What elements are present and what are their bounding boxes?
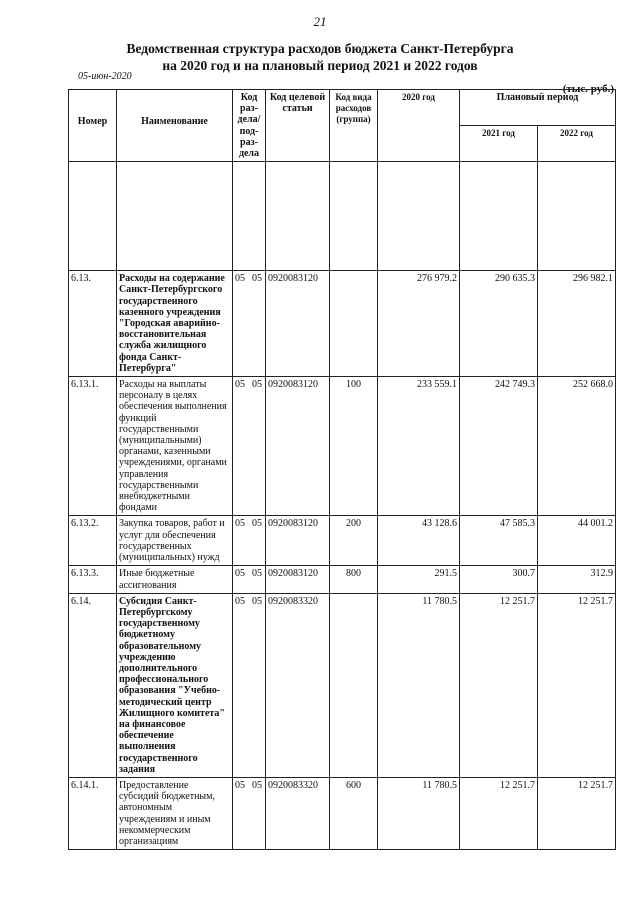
row-value-2021: 12 251.7 [460, 593, 538, 777]
row-expense-type: 800 [330, 566, 378, 593]
row-number: 6.13.3. [69, 566, 117, 593]
row-name: Расходы на содержание Санкт-Петербургского государственного казенного учреждения "Городская аварийно-восстановительная служба жилищного фонда Санкт-Петербурга" [117, 271, 233, 377]
table-header-row [69, 90, 616, 126]
row-value-2022: 44 001.2 [538, 516, 616, 566]
table-row [69, 593, 616, 777]
row-name: Субсидия Санкт-Петербургскому государственному бюджетному образовательному учреждению дополнительного профессионального образования "Учебно-методический центр Жилищного комитета" на финансовое обеспечение выполнения государственного задания [117, 593, 233, 777]
row-section-code [233, 516, 266, 566]
header-section-code: Код раз-дела/ под-раз-дела [233, 90, 266, 162]
row-value-2021: 300.7 [460, 566, 538, 593]
row-value-2020: 43 128.6 [378, 516, 460, 566]
row-name: Закупка товаров, работ и услуг для обеспечения государственных (муниципальных) нужд [117, 516, 233, 566]
page-number: 21 [313, 14, 327, 29]
row-value-2020: 11 780.5 [378, 777, 460, 849]
row-section-code [233, 377, 266, 516]
table-row [69, 377, 616, 516]
row-name: Иные бюджетные ассигнования [117, 566, 233, 593]
row-section-code [233, 566, 266, 593]
document-title [0, 40, 640, 74]
subsection-code: 05 [252, 595, 262, 607]
row-value-2020: 233 559.1 [378, 377, 460, 516]
row-expense-type: 200 [330, 516, 378, 566]
row-number: 6.13.2. [69, 516, 117, 566]
row-value-2022: 312.9 [538, 566, 616, 593]
row-value-2022: 12 251.7 [538, 777, 616, 849]
row-section-code [233, 271, 266, 377]
row-value-2020: 276 979.2 [378, 271, 460, 377]
table-row [69, 566, 616, 593]
row-expense-type [330, 593, 378, 777]
section-code: 05 [235, 518, 245, 530]
row-target-code: 0920083120 [266, 377, 330, 516]
subsection-code: 05 [252, 379, 262, 391]
section-code: 05 [235, 273, 245, 285]
section-code: 05 [235, 595, 245, 607]
title-line-2: на 2020 год и на плановый период 2021 и 2022 годов [162, 58, 478, 73]
row-section-code [233, 777, 266, 849]
row-value-2022: 252 668.0 [538, 377, 616, 516]
table-row [69, 777, 616, 849]
header-number: Номер [69, 90, 117, 162]
row-target-code: 0920083320 [266, 777, 330, 849]
row-value-2020: 11 780.5 [378, 593, 460, 777]
row-name: Расходы на выплаты персоналу в целях обеспечения выполнения функций государственными (муниципальными) органами, казенными учреждениями, органами управления государственными внебюджетными фондами [117, 377, 233, 516]
row-expense-type [330, 271, 378, 377]
row-number: 6.13. [69, 271, 117, 377]
row-target-code: 0920083120 [266, 566, 330, 593]
header-target-code: Код целевой статьи [266, 90, 330, 162]
document-date: 05-июн-2020 [78, 71, 132, 82]
row-value-2021: 12 251.7 [460, 777, 538, 849]
header-name: Наименование [117, 90, 233, 162]
row-value-2021: 242 749.3 [460, 377, 538, 516]
header-planned-period: Плановый период [460, 90, 616, 126]
header-year-2022: 2022 год [538, 126, 616, 162]
title-line-1: Ведомственная структура расходов бюджета Санкт-Петербурга [126, 41, 514, 56]
row-expense-type: 600 [330, 777, 378, 849]
subsection-code: 05 [252, 518, 262, 530]
row-value-2022: 296 982.1 [538, 271, 616, 377]
header-year-2021: 2021 год [460, 126, 538, 162]
section-code: 05 [235, 568, 245, 580]
row-section-code [233, 593, 266, 777]
budget-table [68, 89, 616, 850]
header-expense-type-code: Код вида расходов (группа) [330, 90, 378, 162]
units-label: (тыс. руб.) [562, 83, 614, 95]
row-target-code: 0920083320 [266, 593, 330, 777]
subsection-code: 05 [252, 779, 262, 791]
row-name: Предоставление субсидий бюджетным, автономным учреждениям и иным некоммерческим организациям [117, 777, 233, 849]
row-target-code: 0920083120 [266, 271, 330, 377]
section-code: 05 [235, 779, 245, 791]
table-body [69, 271, 616, 850]
section-code: 05 [235, 379, 245, 391]
table-row [69, 271, 616, 377]
row-expense-type: 100 [330, 377, 378, 516]
table-row [69, 516, 616, 566]
row-number: 6.14.1. [69, 777, 117, 849]
row-value-2021: 290 635.3 [460, 271, 538, 377]
row-number: 6.13.1. [69, 377, 117, 516]
row-value-2022: 12 251.7 [538, 593, 616, 777]
header-year-2020: 2020 год [378, 90, 460, 162]
row-target-code: 0920083120 [266, 516, 330, 566]
header-spacer-row [69, 162, 616, 271]
subsection-code: 05 [252, 568, 262, 580]
row-value-2021: 47 585.3 [460, 516, 538, 566]
row-value-2020: 291.5 [378, 566, 460, 593]
row-number: 6.14. [69, 593, 117, 777]
subsection-code: 05 [252, 273, 262, 285]
